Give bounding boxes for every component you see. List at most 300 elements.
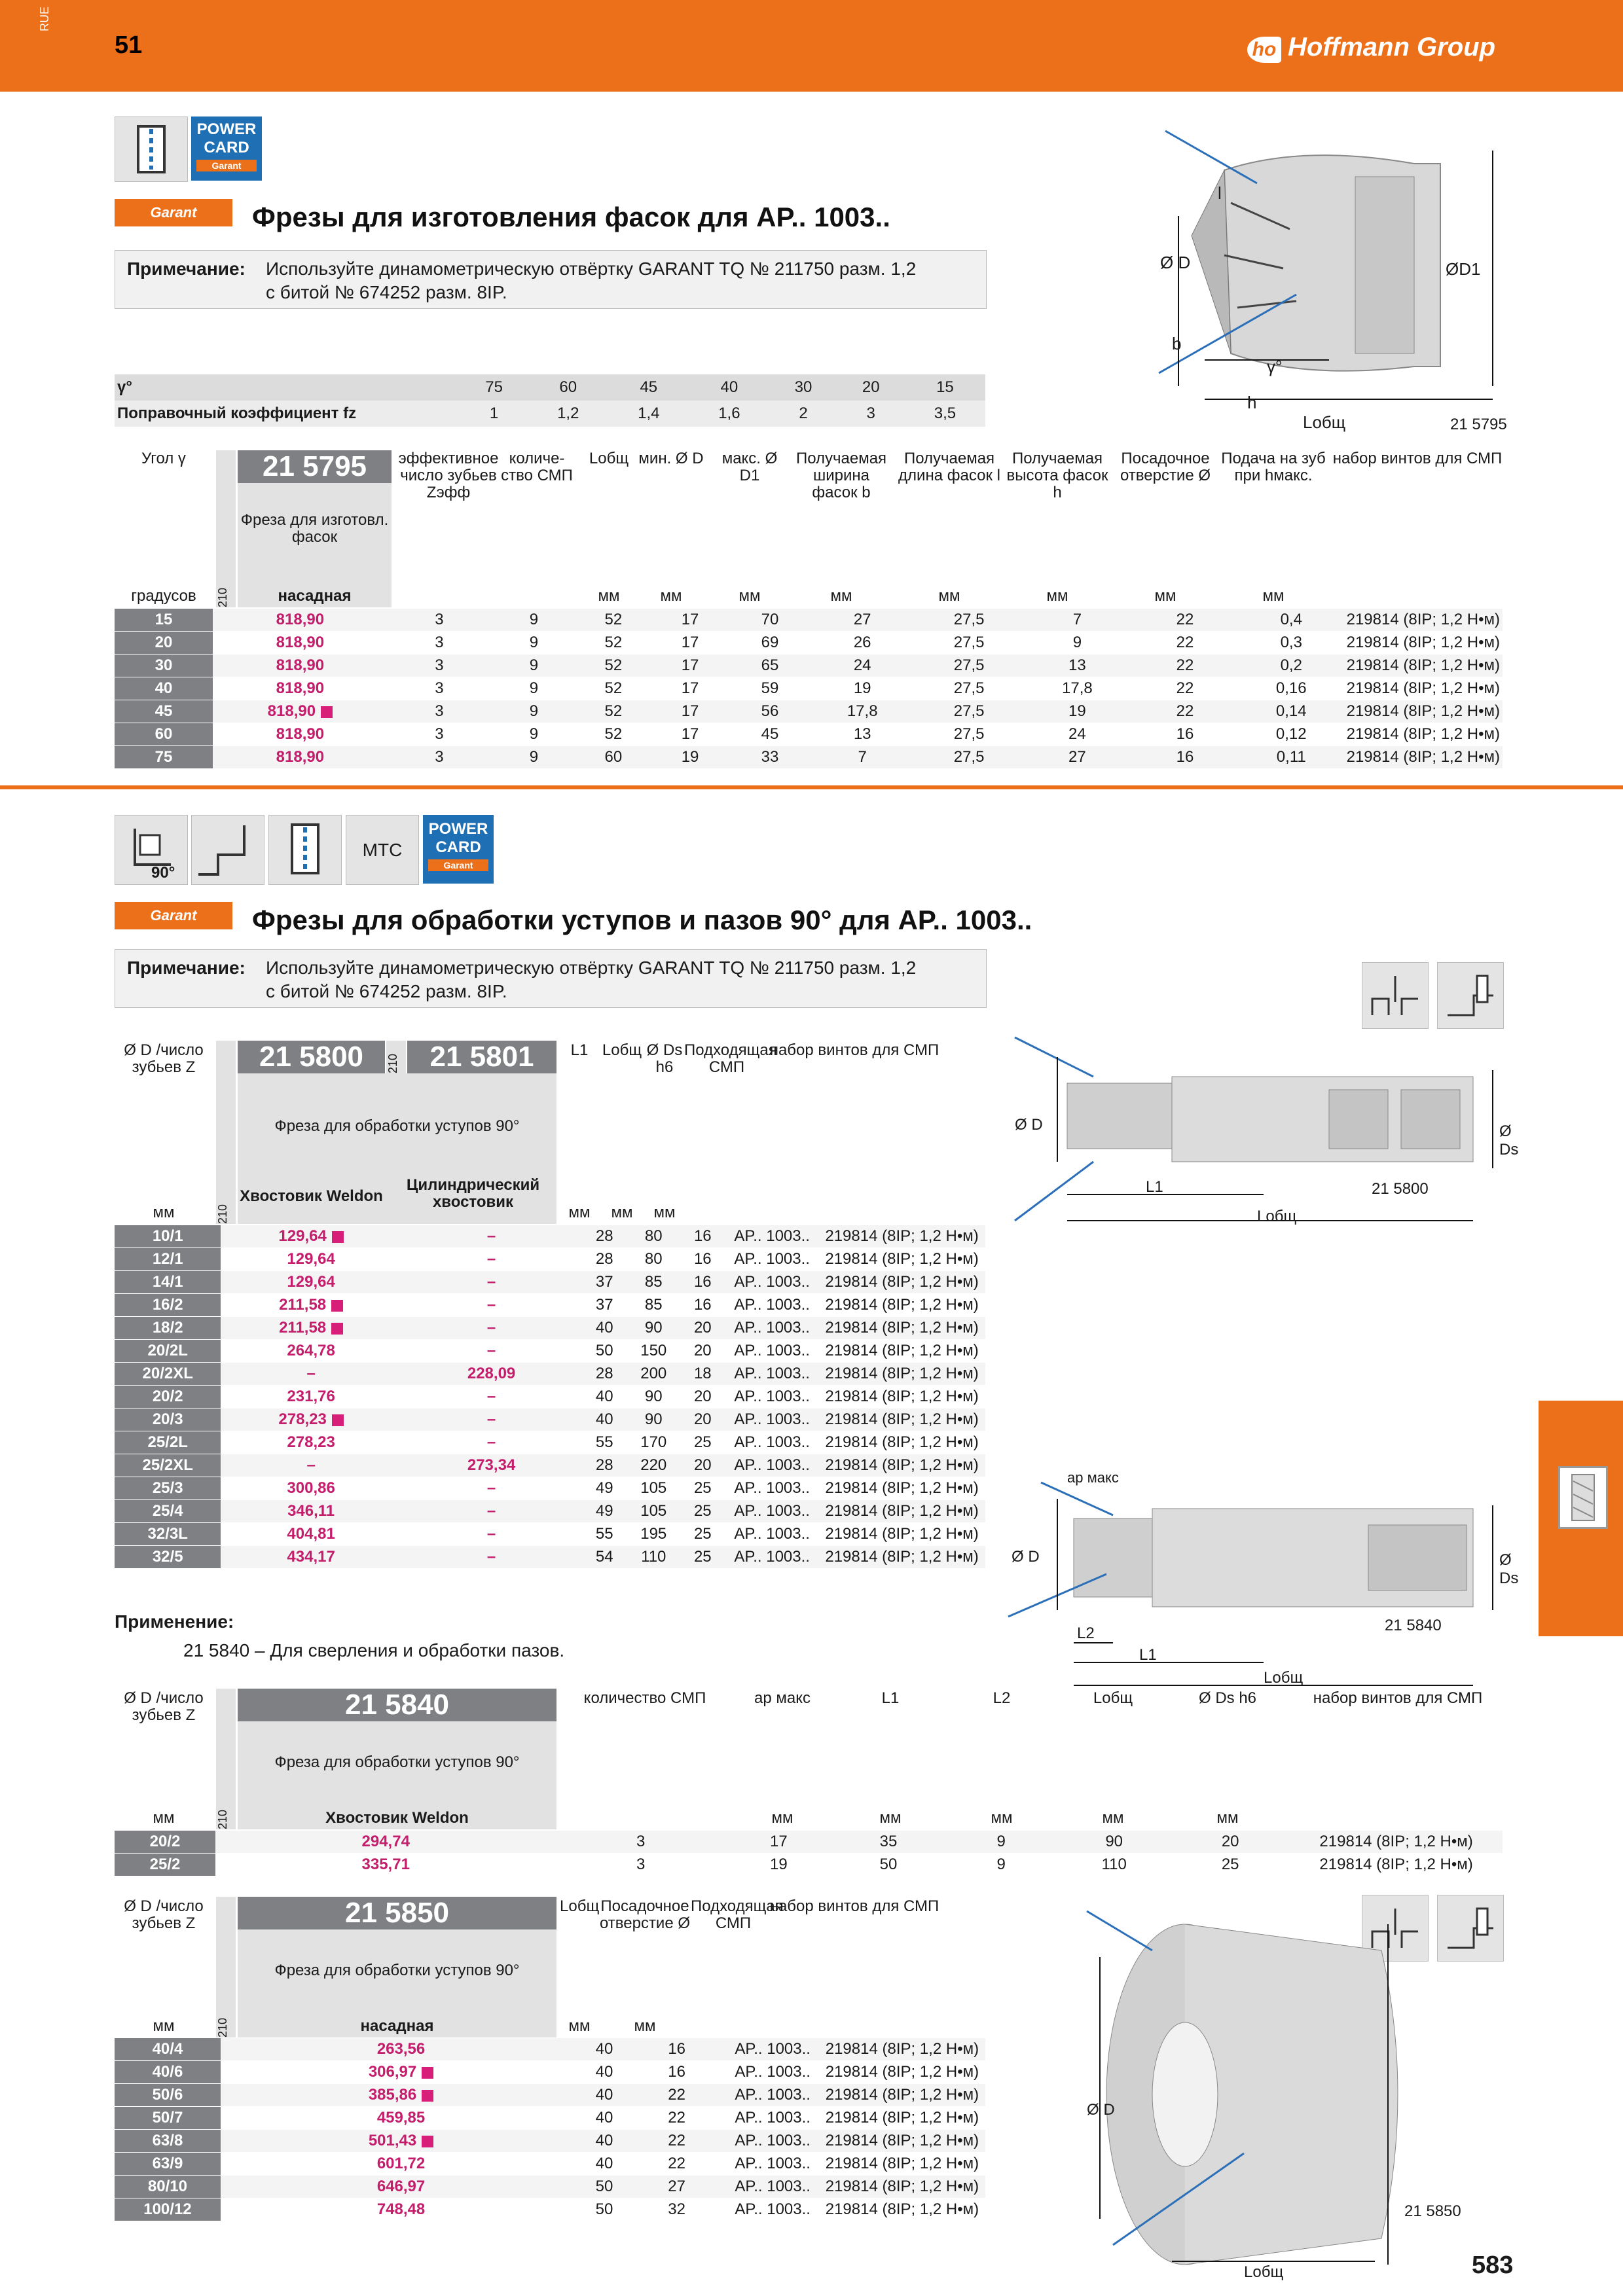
sub-header: Фреза для обработки уступов 90° (274, 1753, 520, 1771)
cell-text: 40 (595, 1410, 613, 1428)
price-cell[interactable] (221, 2084, 581, 2107)
price-cell[interactable] (221, 1477, 401, 1500)
cell-text: 45 (761, 725, 779, 743)
table-cell (581, 1500, 627, 1523)
cell-text: 40 (595, 2040, 613, 2058)
top-bar (0, 0, 1623, 92)
table-cell (627, 1225, 680, 1248)
section4-table (115, 2038, 985, 2221)
power-card-text: POWER CARD (196, 120, 257, 156)
price-cell[interactable] (401, 1454, 581, 1477)
chapter-side-tab[interactable] (1539, 1401, 1623, 1636)
fig2-code: 21 5800 (1372, 1180, 1429, 1198)
table-cell (388, 632, 491, 655)
cell-text: AP.. 1003.. (734, 1410, 810, 1428)
cell-text: 13 (1068, 656, 1086, 674)
price-cell[interactable] (221, 1317, 401, 1340)
power-card-badge (423, 815, 494, 884)
section-divider (0, 785, 1623, 789)
row-key (115, 2198, 221, 2221)
cell-text: 40/4 (152, 2040, 183, 2058)
cell-text: 294,74 (361, 1833, 410, 1850)
table-cell (818, 1477, 985, 1500)
price-cell[interactable] (401, 1477, 581, 1500)
table-row (115, 1454, 985, 1477)
sub-header: Фреза для обработки уступов 90° (274, 1962, 520, 1979)
article-code: 21 5850 (238, 1897, 556, 1929)
cell-text: 27,5 (953, 748, 985, 766)
table-cell (1239, 609, 1344, 632)
price-cell[interactable] (215, 1831, 556, 1854)
new-item-marker-icon (422, 2136, 433, 2147)
col-ltotal: Lобщ (1093, 1689, 1133, 1707)
table-cell (680, 1271, 725, 1294)
table-cell (577, 746, 651, 769)
table-cell (725, 1546, 818, 1569)
cell-text: 346,11 (287, 1502, 335, 1520)
table-row (115, 700, 1503, 723)
fig1-label-d: Ø D (1160, 253, 1191, 272)
note-label: Примечание: (127, 259, 246, 279)
cell-text: 219814 (8IP; 1,2 Н•м) (825, 1548, 979, 1566)
cell-text: – (486, 1296, 496, 1314)
price-cell[interactable] (213, 632, 388, 655)
cell-text: 219814 (8IP; 1,2 Н•м) (825, 1365, 979, 1382)
cell-text: 219814 (8IP; 1,2 Н•м) (1346, 748, 1500, 766)
cell-text: – (486, 1548, 496, 1566)
cell-text: – (486, 1410, 496, 1428)
row-key (115, 2153, 221, 2176)
table-cell (650, 655, 730, 677)
price-cell[interactable] (221, 2038, 581, 2061)
table-cell (581, 2061, 627, 2084)
table-cell (726, 2061, 818, 2084)
price-cell[interactable] (221, 2198, 581, 2221)
table-cell (1344, 655, 1503, 677)
col-screw-set: набор винтов для СМП (769, 1897, 939, 1915)
table-row (115, 1546, 985, 1569)
price-cell[interactable] (221, 1546, 401, 1569)
fz-value: 3 (866, 404, 875, 422)
fz-value: 2 (799, 404, 808, 422)
fig1-label-d1: ØD1 (1446, 259, 1481, 279)
fig3-label-d: Ø D (1012, 1548, 1040, 1566)
price-cell[interactable] (213, 700, 388, 723)
unit-mm: мм (830, 587, 852, 605)
section3-table-header (115, 1689, 1503, 1829)
cell-text: – (486, 1319, 496, 1336)
cell-text: AP.. 1003.. (734, 1433, 810, 1451)
cell-text: 22 (1176, 656, 1194, 674)
table-row (115, 2198, 985, 2221)
cell-text: 219814 (8IP; 1,2 Н•м) (825, 1388, 979, 1405)
price-cell[interactable] (215, 1854, 556, 1876)
price-cell[interactable] (221, 1408, 401, 1431)
table-cell (810, 746, 915, 769)
price-cell[interactable] (401, 1317, 581, 1340)
table-row (115, 632, 1503, 655)
cell-text: 459,85 (376, 2109, 426, 2126)
table-cell (491, 723, 576, 746)
price-cell[interactable] (221, 1340, 401, 1363)
cell-text: 219814 (8IP; 1,2 Н•м) (1346, 634, 1500, 651)
fz-value: 1,2 (557, 404, 579, 422)
col-bore: Посадочное отверстие Ø (1120, 450, 1211, 484)
table-cell (725, 1500, 818, 1523)
col-min-d: мин. Ø D (638, 450, 704, 467)
cell-text: 28 (595, 1365, 613, 1382)
table-row (115, 609, 1503, 632)
table-cell (577, 677, 651, 700)
table-cell (1344, 746, 1503, 769)
price-cell[interactable] (213, 677, 388, 700)
table-cell (1239, 723, 1344, 746)
table-cell (810, 723, 915, 746)
cell-text: 17 (681, 725, 699, 743)
gamma-value: 45 (640, 378, 658, 396)
price-cell[interactable] (221, 1386, 401, 1408)
col-chamfer-h: Получаемая высота фасок h (1006, 450, 1108, 501)
cell-text: 25/2XL (142, 1456, 193, 1474)
cell-text: 219814 (8IP; 1,2 Н•м) (825, 1410, 979, 1428)
table-row (115, 723, 1503, 746)
table-cell (388, 655, 491, 677)
fz-value: 1 (489, 404, 499, 422)
sub-weldon: Хвостовик Weldon (240, 1187, 383, 1205)
row-key (115, 2061, 221, 2084)
table-cell (725, 1363, 818, 1386)
cell-text: 25 (1221, 1856, 1239, 1873)
col-l1: L1 (881, 1689, 900, 1707)
cell-text: 3 (435, 725, 444, 743)
cell-text: 50/7 (152, 2109, 183, 2126)
table-cell (818, 1317, 985, 1340)
gamma-value: 30 (794, 378, 812, 396)
unit-mm: мм (1216, 1809, 1239, 1827)
table-cell (725, 1454, 818, 1477)
cell-text: 60 (604, 748, 623, 766)
row-key (115, 723, 213, 746)
cell-text: 75 (155, 748, 173, 766)
cell-text: 32 (668, 2200, 685, 2218)
row-key (115, 746, 213, 769)
cell-text: 110 (641, 1548, 666, 1566)
table-cell (577, 700, 651, 723)
price-cell[interactable] (401, 1271, 581, 1294)
table-cell (945, 1831, 1057, 1854)
table-cell (627, 1454, 680, 1477)
coolant-icon (115, 117, 188, 182)
price-cell[interactable] (401, 1248, 581, 1271)
table-cell (818, 1225, 985, 1248)
price-cell[interactable] (221, 1454, 401, 1477)
table-cell (627, 1386, 680, 1408)
cell-text: AP.. 1003.. (735, 2178, 811, 2195)
table-cell (819, 2153, 985, 2176)
price-cell[interactable] (221, 2130, 581, 2153)
slot-milling-icon (1362, 962, 1429, 1029)
price-cell[interactable] (221, 1363, 401, 1386)
cell-text: 27,5 (953, 679, 985, 697)
col-ltotal: Lобщ (589, 450, 629, 467)
table-row (115, 2130, 985, 2153)
article-code-b: 21 5801 (407, 1041, 556, 1073)
table-cell (577, 655, 651, 677)
price-cell[interactable] (213, 655, 388, 677)
price-cell[interactable] (401, 1431, 581, 1454)
col-max-d1: макс. Ø D1 (721, 450, 778, 484)
cell-text: 7 (858, 748, 867, 766)
price-cell[interactable] (221, 2061, 581, 2084)
price-cell[interactable] (401, 1225, 581, 1248)
table-cell (1344, 632, 1503, 655)
table-cell (680, 1225, 725, 1248)
cell-text: 3 (435, 679, 444, 697)
cell-text: 22 (1176, 611, 1194, 628)
col-l2: L2 (993, 1689, 1011, 1707)
cell-text: 9 (1072, 634, 1082, 651)
cell-text: 27,5 (953, 656, 985, 674)
cell-text: 219814 (8IP; 1,2 Н•м) (825, 1456, 979, 1474)
table-cell (581, 2176, 627, 2198)
cell-text: 17 (770, 1833, 788, 1850)
power-card-badge (191, 117, 262, 181)
table-cell (818, 1454, 985, 1477)
table-cell (556, 1831, 725, 1854)
table-cell (915, 609, 1023, 632)
table-row (115, 2038, 985, 2061)
col-feed: Подача на зуб при hмакс. (1221, 450, 1326, 484)
cell-text: 818,90 (276, 725, 325, 743)
price-cell[interactable] (401, 1408, 581, 1431)
cell-text: AP.. 1003.. (735, 2040, 811, 2058)
cell-text: 27 (853, 611, 871, 628)
col-screw-set: набор винтов для СМП (769, 1041, 939, 1059)
table-row (115, 2153, 985, 2176)
table-cell (680, 1408, 725, 1431)
price-cell[interactable] (401, 1340, 581, 1363)
table-row (115, 2061, 985, 2084)
cell-text: 3 (435, 634, 444, 651)
cell-text: – (486, 1525, 496, 1543)
cell-text: – (486, 1433, 496, 1451)
row-key (115, 1500, 221, 1523)
table-cell (627, 1546, 680, 1569)
unit-mm: мм (660, 587, 682, 605)
price-cell[interactable] (221, 1271, 401, 1294)
fig4-label-lobsh: Lобщ (1244, 2263, 1284, 2281)
cell-text: 219814 (8IP; 1,2 Н•м) (825, 2200, 979, 2218)
cell-text: 9 (996, 1833, 1006, 1850)
cell-text: 219814 (8IP; 1,2 Н•м) (825, 1319, 979, 1336)
table-cell (818, 1248, 985, 1271)
table-cell (680, 1477, 725, 1500)
table-cell (915, 632, 1023, 655)
table-cell (581, 1454, 627, 1477)
table-cell (1023, 746, 1131, 769)
cell-text: 27,5 (953, 725, 985, 743)
cell-text: 16 (693, 1250, 712, 1268)
cell-text: 219814 (8IP; 1,2 Н•м) (825, 1273, 979, 1291)
cell-text: 52 (604, 656, 623, 674)
cell-text: 25 (693, 1525, 712, 1543)
cell-text: 110 (1101, 1856, 1127, 1873)
garant-logo: Garant (115, 902, 232, 929)
table-cell (730, 723, 810, 746)
table-row (115, 1225, 985, 1248)
cell-text: 40 (595, 2132, 613, 2149)
col-210: 210 (216, 1041, 236, 1224)
cell-text: 90 (644, 1388, 663, 1405)
unit-mm: мм (568, 1204, 591, 1221)
row-key (115, 1546, 221, 1569)
section1-note (115, 250, 987, 309)
note-line-2: с битой № 674252 разм. 8IP. (266, 282, 507, 302)
table-cell (627, 2153, 727, 2176)
price-cell[interactable] (213, 723, 388, 746)
angle-90-icon (115, 815, 188, 885)
cell-text: 40 (595, 1319, 613, 1336)
table-cell (1023, 677, 1131, 700)
row-key (115, 2176, 221, 2198)
price-cell[interactable] (213, 609, 388, 632)
table-cell (819, 2038, 985, 2061)
fz-value: 3,5 (934, 404, 957, 422)
table-cell (725, 1831, 832, 1854)
table-cell (726, 2198, 818, 2221)
cell-text: 85 (644, 1296, 663, 1314)
cell-text: 50 (595, 2200, 613, 2218)
table-cell (832, 1831, 945, 1854)
cell-text: 40/6 (152, 2063, 183, 2081)
cell-text: 54 (595, 1548, 613, 1566)
cell-text: 20 (1221, 1833, 1239, 1850)
row-key (115, 1294, 221, 1317)
col-chamfer-l: Получаемая длина фасок l (898, 450, 1000, 484)
cell-text: 211,58 (279, 1296, 327, 1314)
col-inserts: количество СМП (583, 1689, 706, 1707)
price-cell[interactable] (221, 1500, 401, 1523)
price-cell[interactable] (401, 1363, 581, 1386)
cell-text: 18 (693, 1365, 712, 1382)
price-cell[interactable] (213, 746, 388, 769)
cell-text: 385,86 (368, 2086, 417, 2104)
price-cell[interactable] (221, 1431, 401, 1454)
unit-mm: мм (598, 587, 620, 605)
cell-text: 9 (529, 725, 539, 743)
price-cell[interactable] (401, 1294, 581, 1317)
cell-text: 50 (595, 1342, 613, 1359)
unit-mm: мм (991, 1809, 1013, 1827)
table-row (115, 1854, 1503, 1876)
cell-text: 219814 (8IP; 1,2 Н•м) (825, 1227, 979, 1245)
table-cell (730, 700, 810, 723)
table-cell (680, 1500, 725, 1523)
price-cell[interactable] (401, 1523, 581, 1546)
fig2-label-ds: Ø Ds (1499, 1122, 1519, 1158)
cell-text: 219814 (8IP; 1,2 Н•м) (825, 2040, 979, 2058)
cell-text: 24 (1068, 725, 1086, 743)
price-cell[interactable] (401, 1546, 581, 1569)
table-cell (388, 700, 491, 723)
price-cell[interactable] (401, 1386, 581, 1408)
table-cell (1023, 723, 1131, 746)
shoulder-milling-icon (1437, 962, 1504, 1029)
col-210: 210 (216, 450, 236, 607)
fz-value: 1,6 (718, 404, 740, 422)
section2-table-header (115, 1041, 985, 1224)
fig3-label-ap: ap макс (1067, 1469, 1119, 1486)
table-cell (819, 2198, 985, 2221)
price-cell[interactable] (401, 1500, 581, 1523)
cell-text: 20/2 (149, 1833, 181, 1850)
cell-text: 105 (640, 1479, 667, 1497)
row-key (115, 1831, 215, 1854)
table-cell (915, 655, 1023, 677)
cell-text: 90 (644, 1410, 663, 1428)
cell-text: – (486, 1388, 496, 1405)
col-d-teeth: Ø D /число зубьев Z (124, 1897, 204, 1932)
cell-text: 278,23 (278, 1410, 327, 1428)
table-cell (577, 609, 651, 632)
col-210: 210 (216, 1897, 236, 2037)
table-cell (1344, 609, 1503, 632)
table-row (115, 1271, 985, 1294)
table-cell (388, 677, 491, 700)
cell-text: 22 (1176, 679, 1194, 697)
price-cell[interactable] (221, 2107, 581, 2130)
table-cell (581, 1225, 627, 1248)
table-cell (730, 609, 810, 632)
sub-arbor: насадная (360, 2017, 434, 2035)
table-cell (1239, 677, 1344, 700)
cell-text: 263,56 (376, 2040, 426, 2058)
table-cell (1239, 632, 1344, 655)
cell-text: 219814 (8IP; 1,2 Н•м) (1346, 725, 1500, 743)
price-cell[interactable] (221, 1248, 401, 1271)
cell-text: 40 (155, 679, 173, 697)
hoffmann-logo-icon: ho (1247, 37, 1281, 63)
price-cell[interactable] (221, 2176, 581, 2198)
row-key (115, 1271, 221, 1294)
cell-text: – (486, 1250, 496, 1268)
table-cell (581, 2153, 627, 2176)
cell-text: 219814 (8IP; 1,2 Н•м) (1346, 679, 1500, 697)
cell-text: AP.. 1003.. (734, 1456, 810, 1474)
cell-text: 219814 (8IP; 1,2 Н•м) (825, 2086, 979, 2104)
table-cell (725, 1523, 818, 1546)
cell-text: 20 (693, 1319, 712, 1336)
cell-text: 25/2L (147, 1433, 188, 1451)
table-row (115, 1477, 985, 1500)
cell-text: 40 (595, 1388, 613, 1405)
table-cell (650, 609, 730, 632)
cell-text: 601,72 (376, 2155, 426, 2172)
price-cell[interactable] (221, 1523, 401, 1546)
cell-text: 10/1 (152, 1227, 183, 1245)
price-cell[interactable] (221, 1225, 401, 1248)
fz-value: 1,4 (638, 404, 660, 422)
table-cell (1131, 632, 1239, 655)
col-insert: Подходящая СМП (691, 1897, 784, 1932)
price-cell[interactable] (221, 2153, 581, 2176)
price-cell[interactable] (221, 1294, 401, 1317)
cell-text: 17 (681, 656, 699, 674)
cell-text: 45 (155, 702, 173, 720)
page-number-left: 51 (115, 31, 143, 59)
unit-mm: мм (653, 1204, 676, 1221)
cell-text: AP.. 1003.. (734, 1296, 810, 1314)
